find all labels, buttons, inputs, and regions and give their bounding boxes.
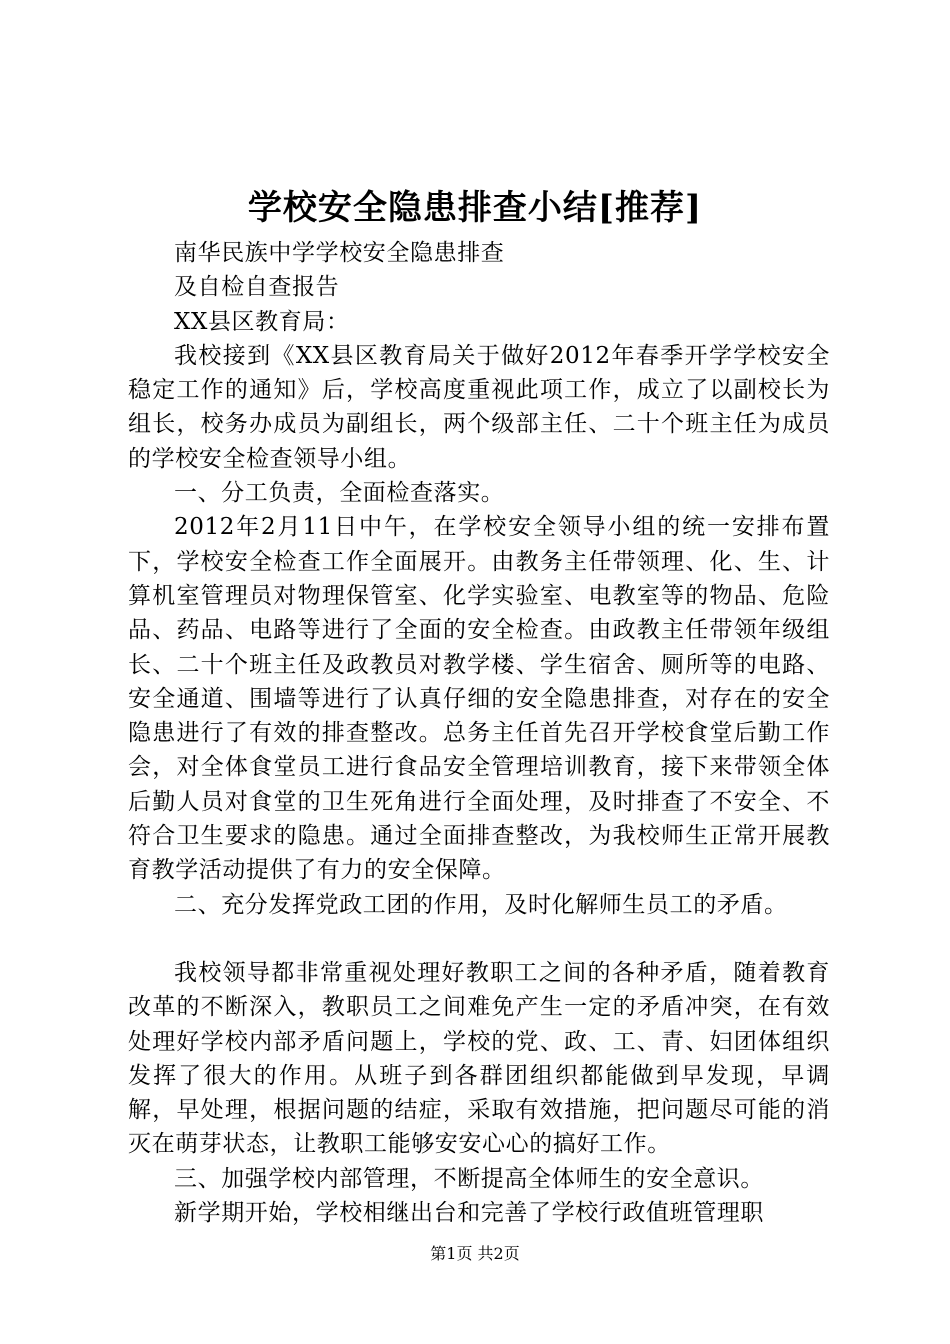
blank-line — [128, 922, 830, 956]
document-title: 学校安全隐患排查小结[推荐] — [247, 188, 703, 228]
report-heading-line-2: 及自检自查报告 — [174, 274, 340, 301]
section-heading-3: 三、加强学校内部管理，不断提高全体师生的安全意识。 — [174, 1165, 764, 1192]
paragraph-intro: 我校接到《XX县区教育局关于做好2012年春季开学学校安全稳定工作的通知》后，学校高度重视此项工作，成立了以副校长为组长，校务办成员为副组长，两个级部主任、二十个班主任为成员的学校安全检查领导小组。 — [128, 342, 830, 472]
paragraph-section-3: 新学期开始，学校相继出台和完善了学校行政值班管理职 — [174, 1200, 764, 1227]
report-heading-line-1: 南华民族中学学校安全隐患排查 — [174, 240, 505, 266]
document-body — [128, 236, 830, 1230]
section-heading-1: 一、分工负责，全面检查落实。 — [174, 480, 505, 507]
section-heading-2: 二、充分发挥党政工团的作用，及时化解师生员工的矛盾。 — [174, 891, 788, 918]
paragraph-section-2: 我校领导都非常重视处理好教职工之间的各种矛盾，随着教育改革的不断深入，教职员工之间难免产生一定的矛盾冲突，在有效处理好学校内部矛盾问题上，学校的党、政、工、青、妇团体组织发挥了很大的作用。从班子到各群团组织都能做到早发现，早调解，早处理，根据问题的结症，采取有效措施，把问题尽可能的消灭在萌芽状态，让教职工能够安安心心的搞好工作。 — [128, 959, 830, 1158]
salutation: XX县区教育局： — [174, 308, 350, 335]
page-number: 第1页 共2页 — [430, 1244, 520, 1263]
paragraph-section-1: 2012年2月11日中午，在学校安全领导小组的统一安排布置下，学校安全检查工作全面展开。由教务主任带领理、化、生、计算机室管理员对物理保管室、化学实验室、电教室等的物品、危险品、药品、电路等进行了全面的安全检查。由政教主任带领年级组长、二十个班主任及政教员对教学楼、学生宿舍、厕所等的电路、安全通道、围墙等进行了认真仔细的安全隐患排查，对存在的安全隐患进行了有效的排查整改。总务主任首先召开学校食堂后勤工作会，对全体食堂员工进行食品安全管理培训教育，接下来带领全体后勤人员对食堂的卫生死角进行全面处理，及时排查了不安全、不符合卫生要求的隐患。通过全面排查整改，为我校师生正常开展教育教学活动提供了有力的安全保障。 — [128, 514, 830, 884]
